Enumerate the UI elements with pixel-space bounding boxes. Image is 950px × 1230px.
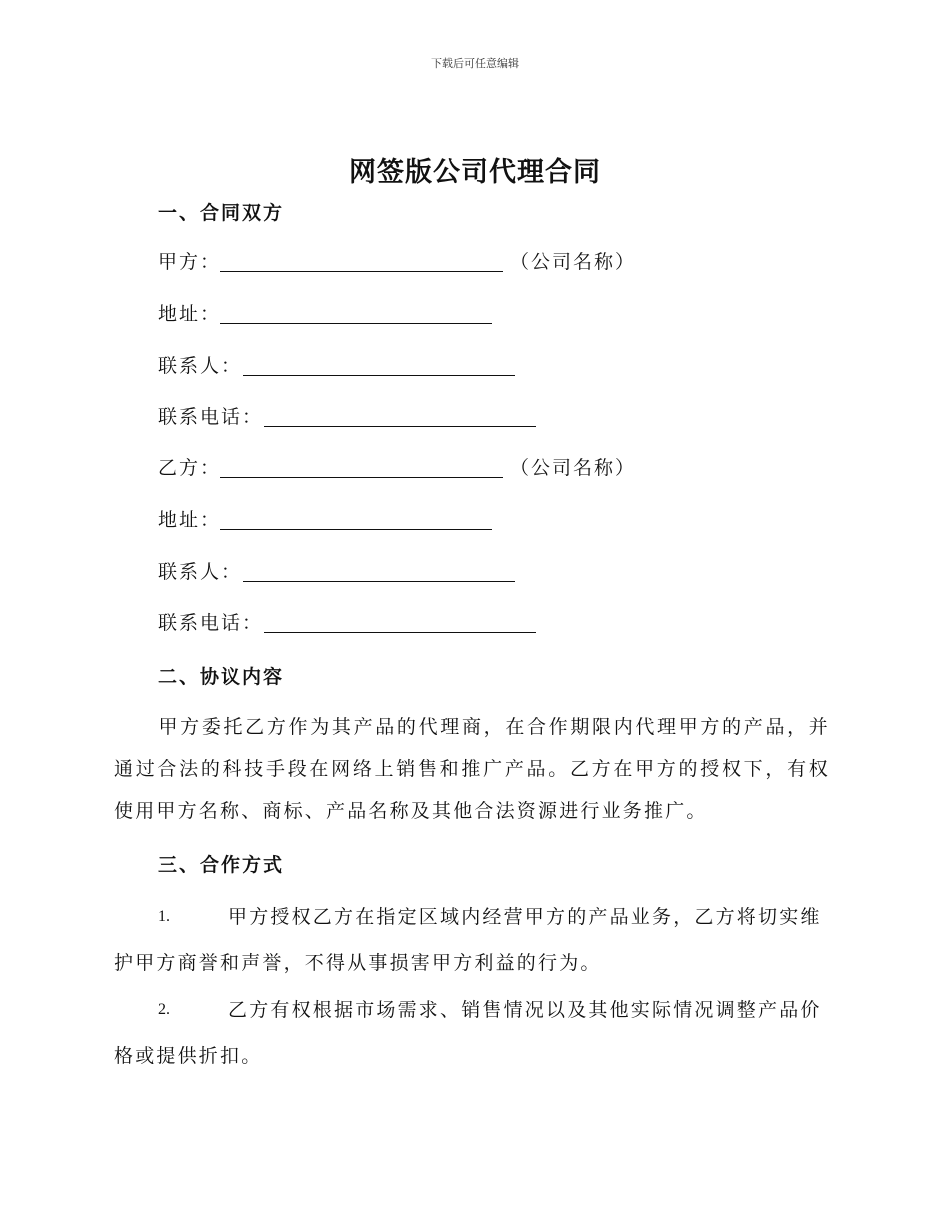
document-title: 网签版公司代理合同: [349, 157, 601, 188]
party-a-phone-blank[interactable]: [264, 426, 536, 427]
party-b-contact-label: 联系人：: [158, 561, 243, 583]
party-b-address-blank[interactable]: [220, 529, 492, 530]
section-heading-parties: 一、合同双方: [158, 202, 285, 224]
party-a-name-row: [158, 248, 638, 276]
party-b-suffix: （公司名称）: [510, 457, 637, 479]
party-b-phone-blank[interactable]: [264, 632, 536, 633]
item-text-line2: 格或提供折扣。: [114, 1045, 263, 1067]
party-a-name-blank[interactable]: [220, 271, 503, 272]
party-b-contact-row: [158, 558, 518, 586]
item-number: 2.: [158, 1001, 170, 1018]
party-b-label: 乙方：: [158, 457, 222, 479]
party-a-contact-label: 联系人：: [158, 355, 243, 377]
party-b-phone-label: 联系电话：: [158, 612, 264, 634]
party-a-phone-label: 联系电话：: [158, 406, 264, 428]
party-b-phone-row: [158, 609, 538, 637]
party-b-address-label: 地址：: [158, 509, 222, 531]
party-a-address-row: [158, 300, 498, 328]
party-a-address-label: 地址：: [158, 303, 222, 325]
agreement-paragraph-text: 甲方委托乙方作为其产品的代理商，在合作期限内代理甲方的产品，并通过合法的科技手段在网络上销售和推广产品。乙方在甲方的授权下，有权使用甲方名称、商标、产品名称及其他合法资源进行业务推广。: [114, 716, 830, 822]
party-a-address-blank[interactable]: [220, 323, 492, 324]
party-b-name-blank[interactable]: [220, 477, 503, 478]
party-b-address-row: [158, 506, 498, 534]
party-b-contact-blank[interactable]: [243, 581, 515, 582]
item-text-line1: 甲方授权乙方在指定区域内经营甲方的产品业务，乙方将切实维: [228, 906, 822, 928]
item-text-line1: 乙方有权根据市场需求、销售情况以及其他实际情况调整产品价: [228, 999, 822, 1021]
party-a-contact-blank[interactable]: [243, 375, 515, 376]
cooperation-item-1: [114, 894, 830, 986]
party-a-phone-row: [158, 403, 538, 431]
party-b-name-row: [158, 454, 638, 482]
cooperation-item-2: [114, 987, 830, 1079]
item-number: 1.: [158, 908, 170, 925]
agreement-paragraph: [114, 706, 830, 832]
party-a-label: 甲方：: [158, 251, 222, 273]
section-heading-agreement: 二、协议内容: [158, 666, 285, 688]
section-heading-cooperation: 三、合作方式: [158, 854, 285, 876]
header-note: 下载后可任意编辑: [431, 57, 519, 70]
party-a-suffix: （公司名称）: [510, 251, 637, 273]
item-text-line2: 护甲方商誉和声誉，不得从事损害甲方利益的行为。: [114, 952, 602, 974]
party-a-contact-row: [158, 352, 518, 380]
